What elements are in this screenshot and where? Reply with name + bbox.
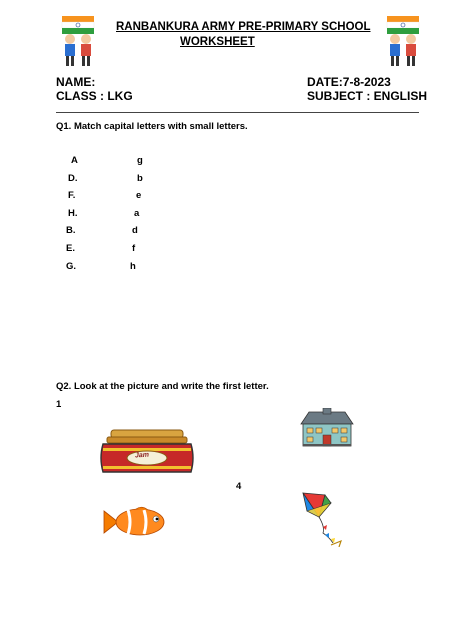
capital-letter: F.: [68, 190, 76, 201]
capital-letter: E.: [66, 243, 75, 254]
q1-title: Q1. Match capital letters with small letters.: [56, 121, 248, 132]
capital-letter: H.: [68, 208, 78, 219]
worksheet-title: WORKSHEET: [180, 36, 255, 48]
fish-picture: [102, 505, 168, 539]
capital-letter: G.: [66, 261, 77, 272]
class-label: CLASS : LKG: [56, 89, 133, 103]
small-letter: d: [132, 225, 138, 236]
small-letter: h: [130, 261, 136, 272]
jam-label: Jam: [134, 451, 150, 460]
q2-title: Q2. Look at the picture and write the first letter.: [56, 381, 269, 392]
picture-number-4: 4: [236, 481, 242, 492]
school-logo-right: [383, 14, 423, 70]
capital-letter: B.: [66, 225, 76, 236]
small-letter: f: [132, 243, 136, 254]
small-letter: b: [137, 173, 143, 184]
name-label: NAME:: [56, 75, 96, 89]
jam-jar-picture: [97, 428, 197, 476]
school-logo-left: [58, 14, 98, 70]
date-label: DATE:7-8-2023: [307, 75, 391, 89]
small-letter: g: [137, 155, 143, 166]
small-letter: a: [134, 208, 140, 219]
school-name: RANBANKURA ARMY PRE-PRIMARY SCHOOL: [116, 21, 371, 33]
capital-letter: A: [71, 155, 78, 166]
header-divider: [56, 112, 419, 113]
small-letter: e: [136, 190, 142, 201]
house-picture: [297, 408, 357, 448]
capital-letter: D.: [68, 173, 78, 184]
subject-label: SUBJECT : ENGLISH: [307, 89, 428, 103]
kite-picture: [299, 489, 349, 547]
picture-number-1: 1: [56, 399, 62, 410]
